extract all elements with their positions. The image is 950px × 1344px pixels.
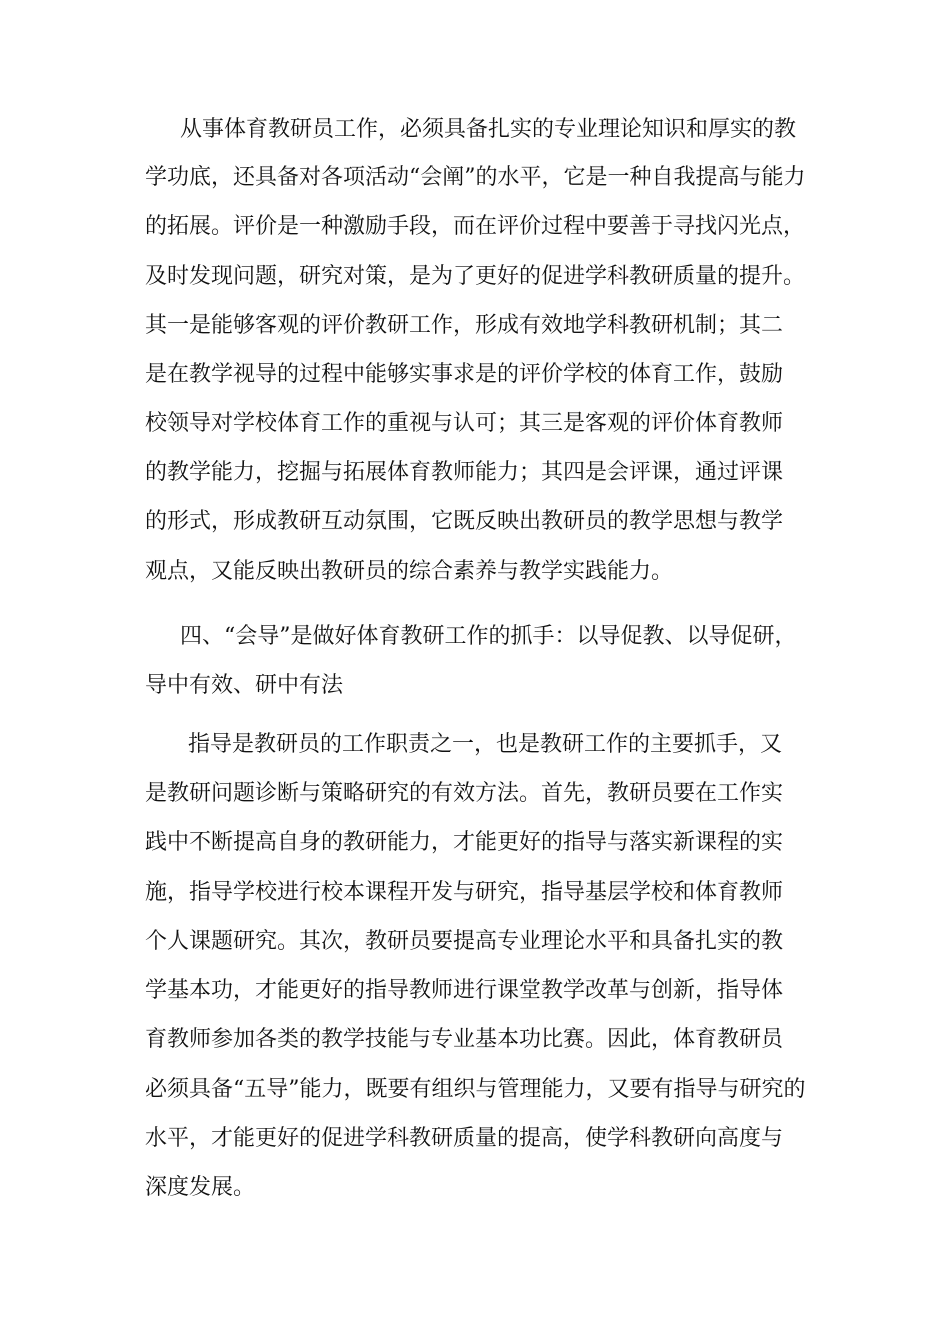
text-line: 的形式，形成教研互动氛围，它既反映出教研员的教学思想与教学	[145, 509, 784, 534]
heading-line: 导中有效、研中有法	[145, 673, 344, 698]
text-line: 学基本功，才能更好的指导教师进行课堂教学改革与创新，指导体	[145, 978, 784, 1003]
text-line: 的教学能力，挖掘与拓展体育教师能力；其四是会评课，通过评课	[145, 460, 784, 485]
text-line: 践中不断提高自身的教研能力，才能更好的指导与落实新课程的实	[145, 830, 784, 855]
text-line: 学功底，还具备对各项活动“会阐”的水平，它是一种自我提高与能力	[145, 165, 806, 190]
text-line: 施，指导学校进行校本课程开发与研究，指导基层学校和体育教师	[145, 880, 784, 905]
text-line: 观点，又能反映出教研员的综合素养与教学实践能力。	[145, 559, 674, 584]
text-line: 是教研问题诊断与策略研究的有效方法。首先，教研员要在工作实	[145, 781, 784, 806]
heading-line: 四、“会导”是做好体育教研工作的抓手：以导促教、以导促研，	[180, 624, 797, 649]
text-line: 深度发展。	[145, 1175, 256, 1200]
text-line: 育教师参加各类的教学技能与专业基本功比赛。因此，体育教研员	[145, 1027, 784, 1052]
text-line: 校领导对学校体育工作的重视与认可；其三是客观的评价体育教师	[145, 411, 784, 436]
text-line: 及时发现问题，研究对策，是为了更好的促进学科教研质量的提升。	[145, 264, 806, 289]
text-line: 水平，才能更好的促进学科教研质量的提高，使学科教研向高度与	[145, 1126, 784, 1151]
text-line: 指导是教研员的工作职责之一，也是教研工作的主要抓手，又	[188, 732, 783, 757]
text-line: 其一是能够客观的评价教研工作，形成有效地学科教研机制；其二	[145, 313, 784, 338]
text-line: 从事体育教研员工作，必须具备扎实的专业理论知识和厚实的教	[180, 117, 797, 142]
text-line: 个人课题研究。其次，教研员要提高专业理论水平和具备扎实的教	[145, 929, 784, 954]
text-line: 是在教学视导的过程中能够实事求是的评价学校的体育工作，鼓励	[145, 362, 784, 387]
text-line: 必须具备“五导”能力，既要有组织与管理能力，又要有指导与研究的	[145, 1077, 806, 1102]
text-line: 的拓展。评价是一种激励手段，而在评价过程中要善于寻找闪光点，	[145, 214, 806, 239]
